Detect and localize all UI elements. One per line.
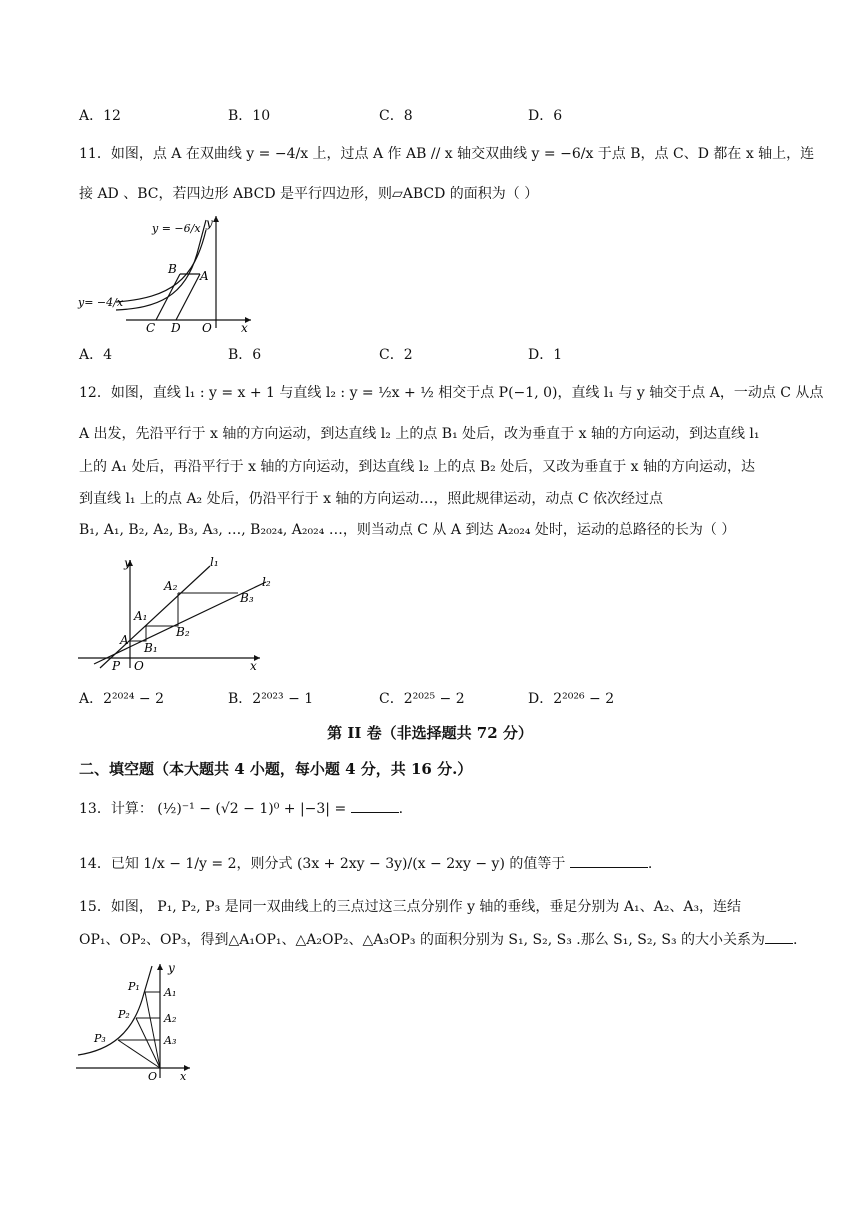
q11-line2: 接 AD 、BC，若四边形 ABCD 是平行四边形，则▱ABCD 的面积为（ ） — [79, 186, 539, 202]
q15-line1-text: 如图， P₁, P₂, P₃ 是同一双曲线上的三点过这三点分别作 y 轴的垂线，垂足分别为 A₁、A₂、A₃，连结 — [110, 899, 742, 915]
q11-choice-c: C．2 — [379, 347, 413, 363]
q10-choice-d: D．6 — [528, 108, 563, 124]
q15-answer-blank — [765, 929, 793, 944]
q12-label-y: y — [124, 556, 131, 570]
q12-label-l1: l₁ — [210, 555, 219, 569]
q14-number: 14． — [79, 856, 111, 872]
q15-line2-text: OP₁、OP₂、OP₃，得到△A₁OP₁、△A₂OP₂、△A₃OP₃ 的面积分别为 S₁, S₂, S₃ .那么 S₁, S₂, S₃ 的大小关系为 — [79, 932, 766, 948]
q14-text1: 已知 — [110, 856, 139, 872]
q12-choice-d: D．2²⁰²⁶ − 2 — [528, 691, 615, 707]
part2-title: 第 II 卷（非选择题共 72 分） — [327, 724, 533, 742]
q12-label-x: x — [250, 659, 257, 673]
q13-expression: (½)⁻¹ − (√2 − 1)⁰ + |−3| = — [157, 801, 347, 817]
q11-choice-b: B．6 — [228, 347, 262, 363]
q15-op1 — [145, 992, 160, 1068]
q15-label-p1: P₁ — [128, 980, 140, 993]
q12-line1-text: 如图，直线 l₁ : y = x + 1 与直线 l₂ : y = ½x + ½ 相交于点 P(−1, 0)，直线 l₁ 与 y 轴交于点 A，一动点 C 从点 — [110, 385, 824, 401]
q15-figure — [72, 960, 197, 1085]
q10-choices — [79, 105, 779, 125]
q11-label-y: y — [206, 216, 213, 230]
q12-label-a2: A₂ — [164, 579, 178, 593]
q13-number: 13． — [79, 801, 111, 817]
q12-choices — [79, 688, 779, 708]
q13-answer-blank — [351, 798, 399, 813]
q11-text-part1: 如图，点 A 在双曲线 — [110, 146, 247, 162]
q15-label-p3: P₃ — [94, 1032, 106, 1045]
q15-label-a1: A₁ — [164, 986, 177, 999]
q11-choice-a: A．4 — [79, 347, 113, 363]
q12-line2: A 出发，先沿平行于 x 轴的方向运动，到达直线 l₂ 上的点 B₁ 处后，改为垂直于 x 轴的方向运动，到达直线 l₁ — [79, 426, 760, 442]
q12-line4: 到直线 l₁ 上的点 A₂ 处后，仍沿平行于 x 轴的方向运动…，照此规律运动，动点 C 依次经过点 — [79, 491, 664, 507]
q11-label-c: C — [146, 321, 156, 335]
q14-text2: ，则分式 — [236, 856, 293, 872]
q14-end: . — [647, 856, 653, 872]
q15-line1 — [79, 897, 741, 917]
q11-y-arrow — [213, 216, 219, 222]
q11-label-o: O — [202, 321, 212, 335]
q12-label-p: P — [112, 659, 121, 673]
q15-line2 — [79, 929, 798, 950]
q15-label-p2: P₂ — [118, 1008, 130, 1021]
q10-choice-c: C．8 — [379, 108, 413, 124]
q14-line — [79, 853, 652, 874]
q12-label-b1: B₁ — [144, 641, 158, 655]
q11-curve2: y = −6/x — [531, 146, 594, 162]
q11-label-a: A — [200, 269, 209, 283]
q12-label-b2: B₂ — [176, 625, 190, 639]
q15-label-a3: A₃ — [164, 1034, 177, 1047]
q11-segment-bc — [156, 274, 180, 320]
q11-label-b: B — [168, 262, 177, 276]
q11-text-part3: 于点 B，点 C、D 都在 x 轴上，连 — [593, 146, 815, 162]
q14-condition: 1/x − 1/y = 2 — [143, 856, 237, 872]
q10-choice-b: B．10 — [228, 108, 271, 124]
q12-label-b3: B₃ — [240, 591, 254, 605]
q13-line — [79, 798, 403, 819]
q11-figure — [76, 210, 256, 335]
q12-line1 — [79, 383, 823, 403]
q15-number: 15． — [79, 899, 111, 915]
q14-answer-blank — [570, 853, 648, 868]
q11-choices — [79, 344, 779, 364]
q12-line3: 上的 A₁ 处后，再沿平行于 x 轴的方向运动，到达直线 l₂ 上的点 B₂ 处后，又改为垂直于 x 轴的方向运动，达 — [79, 459, 756, 475]
q11-label-d: D — [171, 321, 181, 335]
q12-choice-a: A．2²⁰²⁴ − 2 — [79, 691, 165, 707]
q15-label-y: y — [168, 961, 175, 975]
q11-choice-d: D．1 — [528, 347, 563, 363]
q11-line1 — [79, 144, 814, 164]
q15-end: . — [793, 932, 798, 948]
q13-text: 计算： — [110, 801, 153, 817]
q12-line5: B₁, A₁, B₂, A₂, B₃, A₃, …, B₂₀₂₄, A₂₀₂₄ …，则当动点 C 从 A 到达 A₂₀₂₄ 处时，运动的总路径的长为（ ） — [79, 522, 736, 538]
q12-choice-c: C．2²⁰²⁵ − 2 — [379, 691, 465, 707]
q14-text3: 的值等于 — [509, 856, 566, 872]
q15-hyperbola — [78, 966, 152, 1055]
q15-label-o: O — [148, 1070, 158, 1083]
q15-y-arrow — [157, 964, 163, 970]
q13-end: . — [398, 801, 404, 817]
q12-figure — [78, 552, 278, 674]
q15-label-x: x — [180, 1070, 187, 1083]
q12-label-l2: l₂ — [262, 575, 271, 589]
q11-label-curve-top: y = −6/x — [152, 222, 201, 235]
q11-curve1: y = −4/x — [246, 146, 309, 162]
q11-label-x: x — [241, 321, 248, 335]
q12-label-o: O — [134, 659, 144, 673]
q12-label-a1: A₁ — [134, 609, 148, 623]
q14-expression: (3x + 2xy − 3y)/(x − 2xy − y) — [296, 856, 505, 872]
section2-heading: 二、填空题（本大题共 4 小题，每小题 4 分，共 16 分.） — [79, 760, 473, 778]
q12-number: 12． — [79, 385, 111, 401]
q11-label-curve-left: y= −4/x — [78, 296, 124, 309]
q11-text-part2: 上，过点 A 作 AB // x 轴交双曲线 — [308, 146, 532, 162]
q12-choice-b: B．2²⁰²³ − 1 — [228, 691, 314, 707]
q15-label-a2: A₂ — [164, 1012, 177, 1025]
q10-choice-a: A．12 — [79, 108, 121, 124]
q11-number: 11． — [79, 146, 111, 162]
q12-label-a: A — [120, 633, 129, 647]
q11-curve-4 — [116, 230, 206, 302]
